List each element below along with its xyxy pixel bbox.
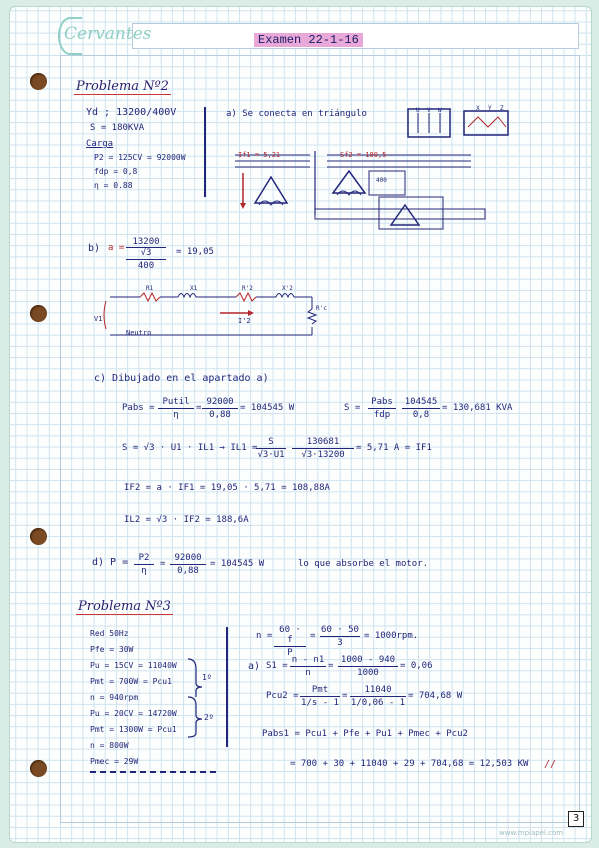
p3-data-1: Pfe = 30W	[90, 645, 134, 654]
s1-den1: n	[305, 668, 311, 678]
s-fraction-1	[368, 397, 396, 420]
n1-num1: 60 · f	[279, 625, 301, 645]
page-number: 3	[568, 811, 584, 827]
il1-fraction-1	[256, 437, 286, 460]
binder-hole-4	[30, 760, 47, 777]
s-fraction-2	[402, 397, 440, 420]
d-equals: =	[160, 559, 166, 569]
s1-lhs: S1 =	[266, 661, 288, 671]
p2-power: P2 = 125CV = 92000W	[94, 153, 186, 162]
pcu2-den2: 1/0,06 - 1	[350, 698, 406, 708]
coil-label-x: X	[476, 105, 480, 112]
footer-site: www.mpiapel.com	[499, 829, 564, 837]
p3-data-7: n = 800W	[90, 741, 129, 750]
d-den1: η	[141, 566, 147, 576]
il1-den1: √3·U1	[257, 450, 285, 460]
s-result: = 130,681 KVA	[442, 403, 513, 413]
neutro-label: Neutro	[126, 329, 152, 337]
pcu2-num2: 11040	[364, 685, 392, 695]
n1-equals: =	[310, 631, 316, 641]
coil-label-y: Y	[488, 105, 492, 112]
p2-d-label: d) P =	[92, 557, 129, 568]
x1-label: X1	[190, 285, 198, 292]
coil-label-v: V	[427, 107, 431, 114]
il1-num1: S	[268, 437, 274, 447]
v1-label: V1	[94, 315, 103, 323]
d-num1: P2	[138, 553, 150, 563]
p2-eta: η = 0.88	[94, 181, 133, 190]
pabs-den1: η	[173, 410, 179, 420]
il1-num2: 130681	[306, 437, 340, 447]
n1-result: = 1000rpm.	[364, 631, 419, 641]
binder-hole-3	[30, 528, 47, 545]
p3-data-5: Pu = 20CV = 14720W	[90, 709, 177, 718]
ratio-result: = 19,05	[176, 247, 214, 257]
n1-den2: 3	[337, 638, 343, 648]
il1-line: S = √3 · U1 · IL1 → IL1 =	[122, 443, 258, 453]
coil-label-u: U	[416, 107, 420, 114]
p3-data-6: Pmt = 1300W = Pcu1	[90, 725, 177, 734]
p3-data-2: Pu = 15CV = 11040W	[90, 661, 177, 670]
pcu2-lhs: Pcu2 =	[266, 691, 299, 701]
p2-b-a-eq: a =	[108, 243, 125, 253]
s-den1: fdp	[373, 410, 391, 420]
pabs1-result: = 700 + 30 + 11040 + 29 + 704,68 = 12,503 KW	[290, 759, 529, 769]
d-num2: 92000	[174, 553, 202, 563]
if2-line: IF2 = a · IF1 = 19,05 · 5,71 = 108,88A	[124, 483, 330, 493]
p3-data-underline	[90, 771, 216, 773]
il1-den2: √3·13200	[301, 450, 345, 460]
r1-label: R1	[146, 285, 154, 292]
p2-divider	[204, 107, 206, 197]
coil-label-w: W	[438, 107, 442, 114]
ratio-numerator: 13200	[132, 237, 160, 247]
i2-label: I'2	[238, 317, 251, 325]
p3-data-0: Red 50Hz	[90, 629, 129, 638]
p3-divider	[226, 627, 228, 747]
sf2-label: Sf2 = 180,5	[340, 151, 387, 159]
d-fraction-1	[134, 553, 154, 576]
pabs-den2: 0,88	[209, 410, 231, 420]
x2-label: X'2	[282, 285, 293, 292]
pabs-num1: Putil	[162, 397, 190, 407]
binder-hole-1	[30, 73, 47, 90]
p3-data-8: Pmec = 29W	[90, 757, 139, 766]
p2-line2: S = 180KVA	[90, 123, 145, 133]
p3-data-4: n = 940rpm	[90, 693, 139, 702]
n1-fraction-2	[320, 625, 360, 648]
p3-a-label: a)	[248, 661, 261, 672]
s-num1: Pabs	[371, 397, 393, 407]
binder-hole-2	[30, 305, 47, 322]
brace-label-2: 2º	[204, 713, 214, 722]
pcu2-fraction-2	[350, 685, 406, 708]
exam-title: Examen 22-1-16	[254, 33, 363, 47]
pabs-fraction-2	[202, 397, 238, 420]
if1-label: If1 = 5,21	[238, 151, 281, 159]
pcu2-fraction-1	[300, 685, 340, 708]
s1-fraction-2	[338, 655, 398, 678]
d-result: = 104545 W	[210, 559, 265, 569]
pcu2-equals: =	[342, 691, 348, 701]
r2-label: R'2	[242, 285, 253, 292]
s1-result: = 0,06	[400, 661, 433, 671]
coil-label-z: Z	[500, 105, 504, 112]
n1-den1: P	[287, 648, 293, 658]
pabs-lhs: Pabs =	[122, 403, 155, 413]
pabs-eq: =	[196, 403, 202, 413]
n1-lhs: n =	[256, 631, 273, 641]
s-lhs: S =	[344, 403, 361, 413]
pabs-result: = 104545 W	[240, 403, 295, 413]
rc-label: R'c	[316, 305, 327, 312]
brace-group-1-2	[186, 657, 206, 735]
pcu2-den1: 1/s - 1	[301, 698, 339, 708]
p2-b-label: b)	[88, 243, 101, 254]
brand-logo: Cervantes	[64, 24, 152, 44]
d-note: lo que absorbe el motor.	[298, 559, 429, 569]
problem2-title: Problema Nº2	[76, 79, 169, 94]
p2-fdp: fdp = 0,8	[94, 167, 138, 176]
ratio-sqrt: √3	[126, 247, 166, 258]
il1-fraction-2	[292, 437, 354, 460]
s1-num2: 1000 - 940	[340, 655, 396, 665]
p2-carga-label: Carga	[86, 139, 114, 149]
s-den2: 0,8	[412, 410, 430, 420]
s1-den2: 1000	[357, 668, 379, 678]
s1-num1: n - n1	[291, 655, 325, 665]
pabs-num2: 92000	[206, 397, 234, 407]
s1-equals: =	[328, 661, 334, 671]
p2-c-label: c) Dibujado en el apartado a)	[94, 373, 269, 384]
transformer-connection-diagram	[215, 145, 495, 240]
pabs-fraction-1	[158, 397, 194, 420]
s1-fraction-1	[290, 655, 326, 678]
pabs1-line: Pabs1 = Pcu1 + Pfe + Pu1 + Pmec + Pcu2	[262, 729, 468, 739]
problem3-title: Problema Nº3	[78, 599, 171, 614]
ratio-fraction	[126, 237, 166, 271]
n1-fraction-1	[274, 625, 306, 658]
s-num2: 104545	[404, 397, 438, 407]
pcu2-result: = 704,68 W	[408, 691, 463, 701]
ratio-denominator: 400	[137, 261, 155, 271]
pcu2-num1: Pmt	[311, 685, 329, 695]
il2-line: IL2 = √3 · IF2 = 188,6A	[124, 515, 249, 525]
p2-a-label: a) Se conecta en triángulo	[226, 109, 367, 119]
end-mark: //	[544, 759, 557, 770]
p3-data-3: Pmt = 700W = Pcu1	[90, 677, 172, 686]
d-den2: 0,88	[177, 566, 199, 576]
brace-label-1: 1º	[202, 673, 212, 682]
n1-num2: 60 · 50	[321, 625, 359, 635]
v400-label: 400	[376, 177, 387, 184]
il1-result: = 5,71 A = IF1	[356, 443, 432, 453]
notebook-page	[9, 6, 592, 843]
d-fraction-2	[170, 553, 206, 576]
p2-line1: Yd ; 13200/400V	[86, 107, 177, 118]
